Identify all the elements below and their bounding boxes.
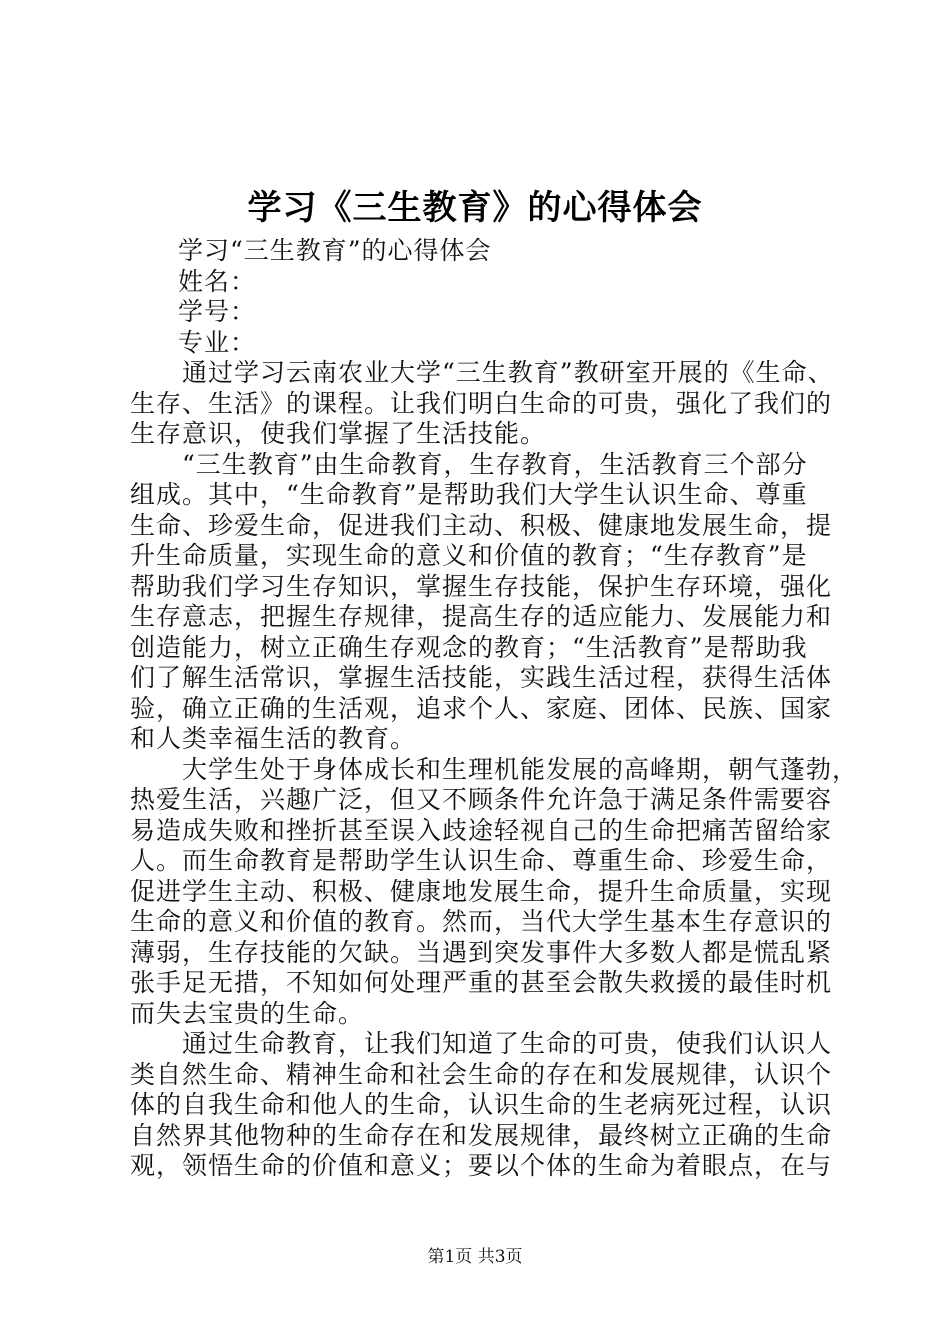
paragraph-line: 生存、生活》的课程。让我们明白生命的可贵，强化了我们的 [130,388,833,418]
paragraph-line: 人。而生命教育是帮助学生认识生命、尊重生命、珍爱生命， [130,846,833,875]
paragraph-line: 热爱生活，兴趣广泛，但又不顾条件允许急于满足条件需要容 [130,785,833,814]
document-title: 学习《三生教育》的心得体会 [247,188,703,228]
paragraph-line: 通过学习云南农业大学“三生教育”教研室开展的《生命、 [182,358,834,387]
paragraph-line: “三生教育”由生命教育，生存教育，生活教育三个部分 [182,449,808,479]
paragraph-line: 体的自我生命和他人的生命，认识生命的生老病死过程，认识 [130,1090,833,1119]
paragraph-line: 自然界其他物种的生命存在和发展规律，最终树立正确的生命 [130,1120,833,1150]
paragraph-line: 易造成失败和挫折甚至误入歧途轻视自己的生命把痛苦留给家 [130,815,833,845]
paragraph-line: 生存意识，使我们掌握了生活技能。 [130,419,547,448]
paragraph-line: 升生命质量，实现生命的意义和价值的教育；“生存教育”是 [130,541,808,570]
paragraph-line: 薄弱，生存技能的欠缺。当遇到突发事件大多数人都是慌乱紧 [130,937,833,967]
meta-name-field: 姓名： [178,266,257,296]
paragraph-line: 张手足无措，不知如何处理严重的甚至会散失救援的最佳时机 [130,968,833,997]
paragraph-line: 通过生命教育，让我们知道了生命的可贵，使我们认识人 [182,1029,833,1058]
paragraph-line: 组成。其中，“生命教育”是帮助我们大学生认识生命、尊重 [130,480,808,509]
paragraph-line: 观，领悟生命的价值和意义；要以个体的生命为着眼点，在与 [130,1151,833,1180]
paragraph-line: 生存意志，把握生存规律，提高生存的适应能力、发展能力和 [130,602,833,631]
paragraph-line: 创造能力，树立正确生存观念的教育；“生活教育”是帮助我 [130,632,808,662]
page-footer: 第1页 共3页 [427,1247,523,1267]
paragraph-line: 生命的意义和价值的教育。然而，当代大学生基本生存意识的 [130,907,833,936]
paragraph-3 [130,754,859,1030]
paragraph-line: 们了解生活常识，掌握生活技能，实践生活过程，获得生活体 [130,663,833,692]
document-body [130,236,859,1182]
meta-major-field: 专业： [178,327,257,357]
meta-student-id-field: 学号： [178,297,257,326]
paragraph-line: 帮助我们学习生存知识，掌握生存技能，保护生存环境，强化 [130,571,833,601]
paragraph-4 [130,1029,833,1182]
meta-subtitle: 学习“三生教育”的心得体会 [178,236,492,265]
paragraph-1 [130,358,834,450]
paragraph-line: 和人类幸福生活的教育。 [130,724,417,753]
paragraph-line: 促进学生主动、积极、健康地发展生命，提升生命质量，实现 [130,876,833,906]
paragraph-line: 验，确立正确的生活观，追求个人、家庭、团体、民族、国家 [130,693,833,723]
paragraph-line: 大学生处于身体成长和生理机能发展的高峰期，朝气蓬勃， [182,754,859,784]
paragraph-line: 生命、珍爱生命，促进我们主动、积极、健康地发展生命，提 [130,510,833,540]
paragraph-line: 类自然生命、精神生命和社会生命的存在和发展规律，认识个 [130,1059,833,1089]
paragraph-line: 而失去宝贵的生命。 [130,998,365,1028]
paragraph-2 [130,449,833,755]
